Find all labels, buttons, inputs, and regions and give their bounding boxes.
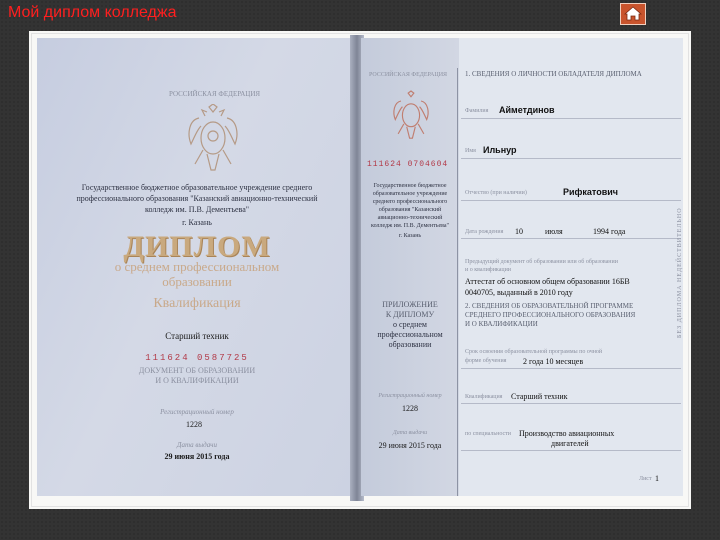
reg-number-value: 1228 <box>186 420 202 429</box>
study-term-label: Срок освоения образовательной программы по очной форме обучения <box>465 349 603 364</box>
institution-city: г. Казань <box>182 218 212 227</box>
name-label: Имя <box>465 148 476 154</box>
diploma-subtitle: о среднем профессиональном образовании <box>114 259 280 289</box>
sheet-label: Лист <box>639 476 652 482</box>
qualification-value: Старший техник <box>165 331 229 341</box>
patronymic-label: Отчество (при наличии) <box>465 190 527 196</box>
specialty-label: по специальности <box>465 431 511 437</box>
appendix-country: РОССИЙСКАЯ ФЕДЕРАЦИЯ <box>369 72 448 78</box>
qualification-label: Квалификация <box>465 394 503 400</box>
appendix-serial: 111624 0704604 <box>367 160 449 169</box>
qualification-heading: Квалификация <box>153 296 241 311</box>
name-value: Ильнур <box>483 145 517 155</box>
sheet-number: 1 <box>655 474 659 483</box>
issue-date-value: 29 июня 2015 года <box>164 452 230 461</box>
appendix-date-value: 29 июня 2015 года <box>378 441 442 450</box>
side-validity-note: БЕЗ ДИПЛОМА НЕДЕЙСТВИТЕЛЬНО <box>677 207 683 338</box>
holder-details <box>459 38 683 496</box>
appendix-city: г. Казань <box>398 233 422 239</box>
document-type: ДОКУМЕНТ ОБ ОБРАЗОВАНИИ И О КВАЛИФИКАЦИИ <box>138 366 256 385</box>
section-2-heading: 2. СВЕДЕНИЯ ОБ ОБРАЗОВАТЕЛЬНОЙ ПРОГРАММЕ СРЕДНЕГО ПРОФЕССИОНАЛЬНОГО ОБРАЗОВАНИЯ И О КВАЛИФИКАЦИИ <box>465 302 636 328</box>
issue-date-label: Дата выдачи <box>177 441 217 449</box>
appendix-institution: Государственное бюджетное образовательное учреждение среднего профессионального образования "Казанский авиационно-технический колледж им. П.В. Дементьева" <box>370 183 450 229</box>
slide-title: Мой диплом колледжа <box>8 4 177 21</box>
diploma-cover-page <box>37 38 357 496</box>
birth-date-label: Дата рождения <box>465 229 504 235</box>
diploma-photo <box>29 31 691 509</box>
section-1-heading: 1. СВЕДЕНИЯ О ЛИЧНОСТИ ОБЛАДАТЕЛЯ ДИПЛОМА <box>465 70 642 78</box>
appendix-title: ПРИЛОЖЕНИЕ К ДИПЛОМУ о среднем профессиональном образовании <box>377 300 443 349</box>
coat-of-arms-small-icon <box>391 86 431 146</box>
previous-document-value: Аттестат об основном общем образовании 16БВ 0040705, выданный в 2010 году <box>465 277 630 297</box>
specialty-value: Производство авиационных двигателей <box>519 429 615 448</box>
diploma-appendix-page <box>361 38 683 496</box>
appendix-date-label: Дата выдачи <box>392 430 428 436</box>
institution-name: Государственное бюджетное образовательное учреждение среднего профессионального образования "Казанский авиационно-технический колледж им. П.В. Дементьева" <box>76 183 318 214</box>
home-button[interactable] <box>620 3 646 25</box>
home-icon <box>624 6 642 21</box>
coat-of-arms-icon <box>185 104 241 174</box>
birth-day: 10 <box>515 227 523 236</box>
surname-value: Айметдинов <box>499 105 555 115</box>
appendix-reg-label: Регистрационный номер <box>378 393 442 399</box>
appendix-reg-value: 1228 <box>402 404 418 413</box>
diploma-heading: ДИПЛОМ <box>123 230 271 263</box>
patronymic-value: Рифкатович <box>563 187 618 197</box>
surname-label: Фамилия <box>465 108 489 114</box>
previous-document-label: Предыдущий документ об образовании или об образовании и о квалификации <box>465 259 618 273</box>
birth-month: июля <box>545 227 563 236</box>
qualification-value-appendix: Старший техник <box>511 392 568 401</box>
diploma-serial: 111624 0587725 <box>145 353 249 363</box>
study-term-value: 2 года 10 месяцев <box>523 357 584 366</box>
reg-number-label: Регистрационный номер <box>160 408 234 416</box>
appendix-side-panel <box>361 38 459 496</box>
country-label: РОССИЙСКАЯ ФЕДЕРАЦИЯ <box>169 90 261 98</box>
birth-year: 1994 года <box>593 227 626 236</box>
